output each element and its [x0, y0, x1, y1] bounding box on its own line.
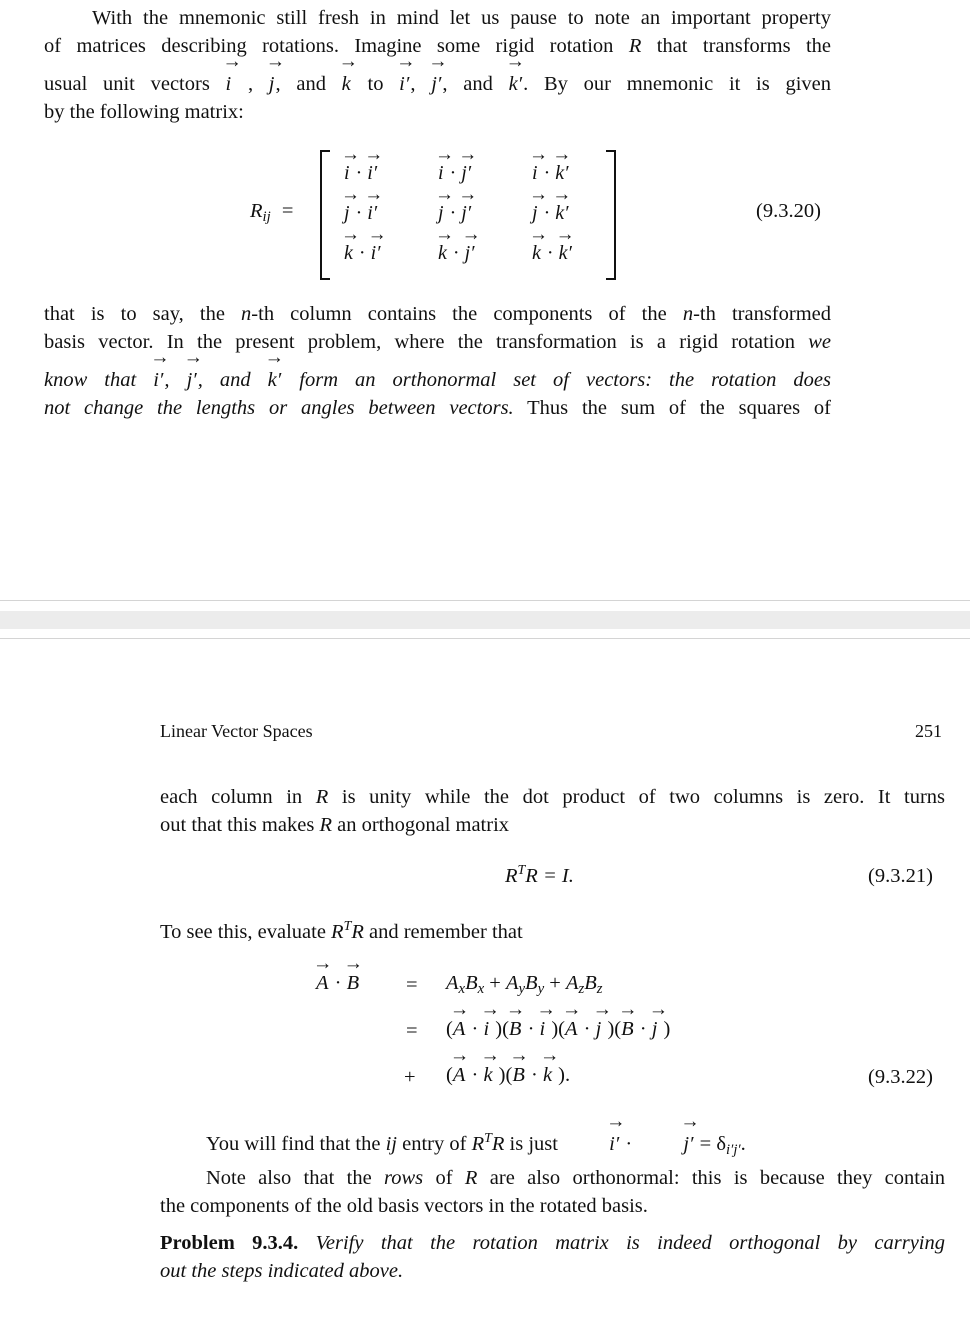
para5-line: You will find that the ij entry of $R^TR$ is just → i′ · → $j' = \delta_{i'j'}$.	[160, 1125, 945, 1164]
problem-line1: Problem 9.3.4. Verify that the rotation matrix is indeed orthogonal by carrying	[160, 1232, 945, 1254]
para6-line2: the components of the old basis vectors in the rotated basis.	[160, 1194, 648, 1217]
matrix-cell-2-0: → k · → i′	[344, 242, 382, 265]
equation-number-9-3-22: (9.3.22)	[868, 1066, 933, 1088]
problem-line2: out the steps indicated above.	[160, 1260, 404, 1282]
right-bracket	[606, 150, 616, 280]
paragraph-4: To see this, evaluate $R^TR$ and remember that	[160, 919, 523, 943]
matrix-cell-1-1: → j · → j′	[438, 202, 472, 225]
matrix-cell-2-2: → k · → k′	[532, 242, 573, 265]
vector-i: → i	[226, 70, 233, 98]
page-divider-top	[0, 600, 970, 601]
running-head: Linear Vector Spaces	[160, 721, 313, 741]
para1-line2: of matrices describing rotations. Imagine some rigid rotation R that transforms the	[44, 35, 831, 57]
vector-j: → j	[269, 70, 276, 98]
paragraph-3	[160, 783, 945, 839]
matrix-cell-0-0: → i · → i′	[344, 162, 378, 185]
matrix-cell-0-1: → i · → j′	[438, 162, 472, 185]
para2-line2: basis vector. In the present problem, where the transformation is a rigid rotation we	[44, 331, 831, 353]
para2-line3: know that → i′, → j′, and → k′ form an orthonormal set of vectors: the rotation does	[44, 366, 831, 394]
problem-label: Problem 9.3.4.	[160, 1232, 299, 1254]
problem-9-3-4	[160, 1229, 945, 1285]
paragraph-2	[44, 300, 831, 422]
eq-9322-equals-2: =	[406, 1020, 418, 1042]
eq-9322-row3: (→ A · → k )(→ B · → k ).	[446, 1064, 570, 1087]
matrix-cell-0-2: → i · → k′	[532, 162, 570, 185]
matrix-cell-1-0: → j · → i′	[344, 202, 378, 225]
matrix-cell-2-1: → k · → j′	[438, 242, 476, 265]
paragraph-1	[44, 4, 831, 126]
para3-line2: out that this makes R an orthogonal matrix	[160, 814, 510, 836]
para2-line1: that is to say, the n-th column contains the components of the n-th transformed	[44, 303, 831, 325]
para2-line4: not change the lengths or angles between vectors. Thus the sum of the squares of	[44, 397, 831, 419]
vector-k: → k	[342, 70, 352, 98]
vector-i-prime: → i′	[399, 70, 410, 98]
left-bracket	[320, 150, 330, 280]
equation-9-3-21: $R^TR = I$.	[505, 863, 574, 887]
equation-number-9-3-21: (9.3.21)	[868, 865, 933, 887]
matrix-lhs: $R_{ij}$ =	[250, 200, 294, 226]
para6-line1: Note also that the rows of R are also orthonormal: this is because they contain	[206, 1166, 946, 1189]
equation-number-9-3-20: (9.3.20)	[756, 200, 821, 222]
vector-j-prime: → j′	[431, 70, 442, 98]
paragraph-5	[160, 1125, 945, 1220]
para1-line1: With the mnemonic still fresh in mind let us pause to note an important property	[92, 7, 831, 29]
page-divider-bottom	[0, 638, 970, 639]
vector-k-prime: → k′	[509, 70, 524, 98]
eq-9322-plus: +	[404, 1066, 416, 1088]
eq-9322-lhs: → A · → B	[316, 972, 360, 995]
page-gap	[0, 611, 970, 629]
eq-9322-row1: $A_xB_x + A_yB_y + A_zB_z$	[446, 972, 603, 998]
para1-line3: usual unit vectors → i , → j, and → k to → i′, → j′, and → k′. By our mnemonic it is given	[44, 70, 831, 98]
para1-line4: by the following matrix:	[44, 101, 244, 123]
eq-9322-equals-1: =	[406, 974, 418, 996]
para3-line1: each column in R is unity while the dot product of two columns is zero. It turns	[160, 786, 946, 808]
page-number: 251	[915, 721, 942, 741]
rotation-matrix	[320, 150, 616, 276]
eq-9322-row2: (→ A · → i )(→ B · → i )(→ A · → j )(→ B · → j )	[446, 1018, 670, 1041]
matrix-cell-1-2: → j · → k′	[532, 202, 570, 225]
